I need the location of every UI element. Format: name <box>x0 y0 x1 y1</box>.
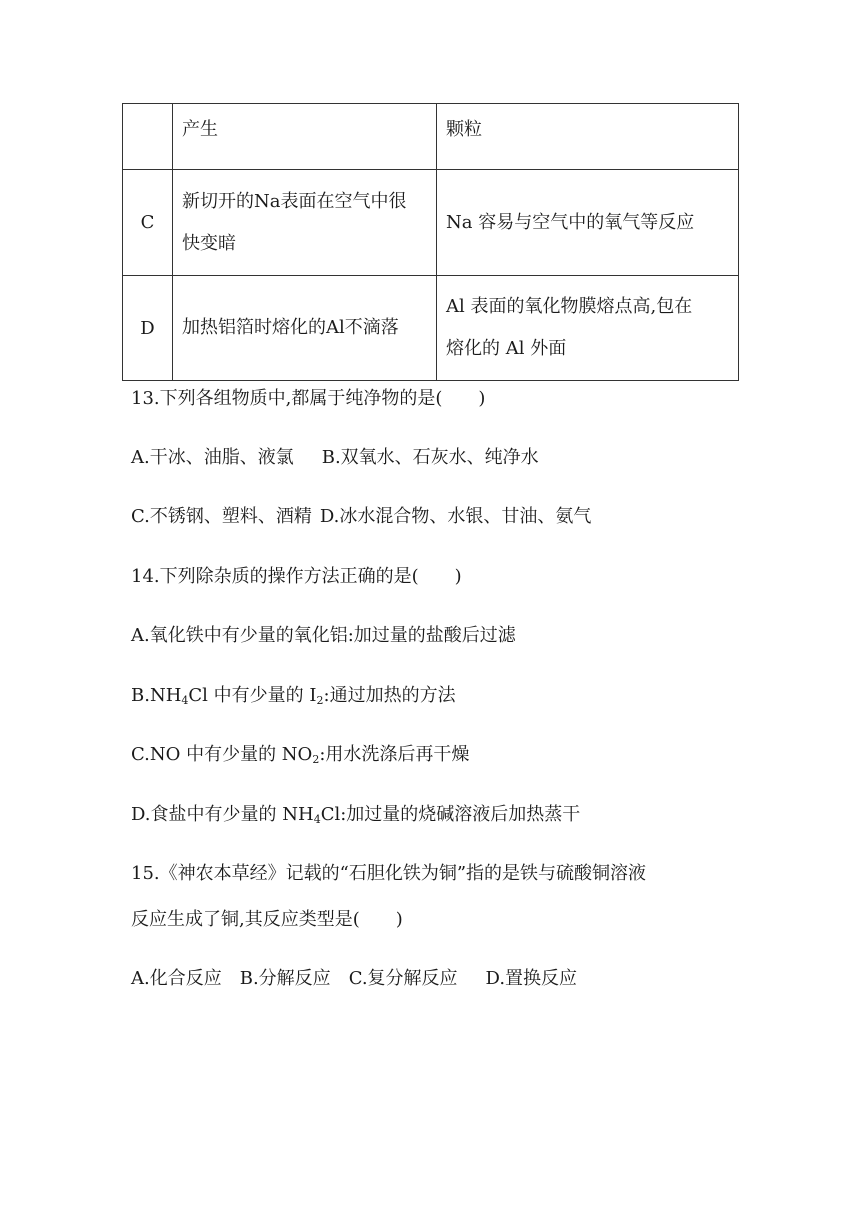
phenomenon-cell: 产生 <box>173 104 437 170</box>
q13-stem: 13.下列各组物质中,都属于纯净物的是( ) <box>131 388 486 409</box>
option-cell: C <box>123 170 173 276</box>
q15-option-d: D.置换反应 <box>485 968 578 989</box>
option-cell: D <box>123 276 173 381</box>
q15-option-a: A.化合反应 <box>131 968 222 989</box>
phenomenon-cell <box>173 170 437 276</box>
explanation-cell: 颗粒 <box>437 104 739 170</box>
phenomenon-line: 快变暗 <box>182 232 236 254</box>
q14-option-a: A.氧化铁中有少量的氧化铝:加过量的盐酸后过滤 <box>131 625 516 646</box>
explanation-line: Al 表面的氧化物膜熔点高,包在 <box>446 296 693 317</box>
q14-option-c: C.NO 中有少量的 $NO_2$:用水洗涤后再干燥 <box>131 744 470 766</box>
explanation-line: 熔化的 Al 外面 <box>446 338 567 359</box>
table-row <box>123 104 739 170</box>
q14-stem: 14.下列除杂质的操作方法正确的是( ) <box>131 566 462 587</box>
question-table <box>122 103 739 381</box>
table-row <box>123 170 739 276</box>
q15-option-b: B.分解反应 <box>239 968 331 989</box>
table-row <box>123 276 739 381</box>
q14-option-d: D.食盐中有少量的 $NH_4Cl$:加过量的烧碱溶液后加热蒸干 <box>131 804 581 826</box>
q13-options-row1 <box>131 446 539 470</box>
q14-option-b: $B.NH_4Cl$ 中有少量的 $I_2$:通过加热的方法 <box>131 685 456 707</box>
option-cell <box>123 104 173 170</box>
q15-option-c: C.复分解反应 <box>348 968 458 989</box>
q15-stem-line1: 15.《神农本草经》记载的“石胆化铁为铜”指的是铁与硫酸铜溶液 <box>131 863 647 884</box>
q13-option-a: A.干冰、油脂、液氯 <box>131 447 294 468</box>
explanation-cell <box>437 276 739 381</box>
q13-option-c: C.不锈钢、塑料、酒精 <box>131 506 312 527</box>
phenomenon-cell: 加热铝箔时熔化的Al不滴落 <box>173 276 437 381</box>
q13-options-row2 <box>131 505 591 529</box>
phenomenon-line: 新切开的Na表面在空气中很 <box>182 190 407 212</box>
q13-option-d: D.冰水混合物、水银、甘油、氨气 <box>319 506 592 527</box>
q15-stem-line2: 反应生成了铜,其反应类型是( ) <box>131 909 403 930</box>
explanation-cell: Na 容易与空气中的氧气等反应 <box>437 170 739 276</box>
q13-option-b: B.双氧水、石灰水、纯净水 <box>321 447 539 468</box>
q15-options <box>131 967 577 991</box>
